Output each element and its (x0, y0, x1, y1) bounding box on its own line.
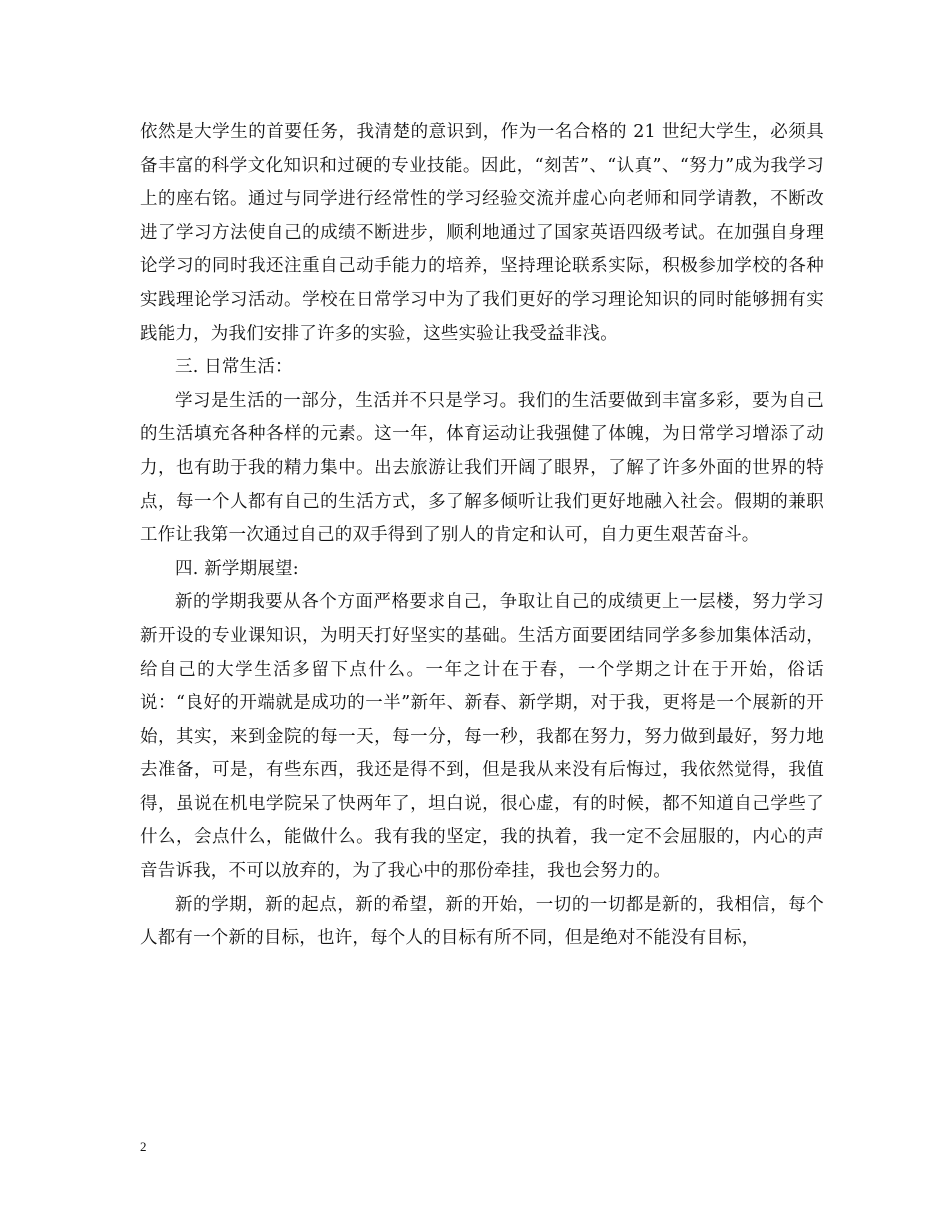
section-heading-new-semester: 四. 新学期展望: (175, 558, 299, 579)
paragraph-new-semester-plan: 新的学期我要从各个方面严格要求自己，争取让自己的成绩更上一层楼，努力学习新开设的专业课知识，为明天打好坚实的基础。生活方面要团结同学多参加集体活动，给自己的大学生活多留下点什么。一年之计在于春，一个学期之计在于开始，俗话说：“良好的开端就是成功的一半”新年、新春、新学期，对于我，更将是一个展新的开始，其实，来到金院的每一天，每一分，每一秒，我都在努力，努力做到最好，努力地去准备，可是，有些东西，我还是得不到，但是我从来没有后悔过，我依然觉得，我值得，虽说在机电学院呆了快两年了，坦白说，很心虚，有的时候，都不知道自己学些了什么，会点什么，能做什么。我有我的坚定，我的执着，我一定不会屈服的，内心的声音告诉我，不可以放弃的，为了我心中的那份牵挂，我也会努力的。 (140, 592, 824, 882)
section-heading-daily-life: 三. 日常生活： (175, 357, 293, 378)
paragraph-daily-life: 学习是生活的一部分，生活并不只是学习。我们的生活要做到丰富多彩，要为自己的生活填充各种各样的元素。这一年，体育运动让我强健了体魄，为日常学习增添了动力，也有助于我的精力集中。出去旅游让我们开阔了眼界，了解了许多外面的世界的特点，每一个人都有自己的生活方式，多了解多倾听让我们更好地融入社会。假期的兼职工作让我第一次通过自己的双手得到了别人的肯定和认可，自力更生艰苦奋斗。 (140, 390, 824, 546)
document-body (140, 116, 824, 956)
page-number: 2 (140, 1139, 147, 1154)
paragraph-study-continuation: 依然是大学生的首要任务，我清楚的意识到，作为一名合格的 21 世纪大学生，必须具备丰富的科学文化知识和过硬的专业技能。因此，“刻苦”、“认真”、“努力”成为我学习上的座右铭。通过与同学进行经常性的学习经验交流并虚心向老师和同学请教，不断改进了学习方法使自己的成绩不断进步，顺利地通过了国家英语四级考试。在加强自身理论学习的同时我还注重自己动手能力的培养，坚持理论联系实际，积极参加学校的各种实践理论学习活动。学校在日常学习中为了我们更好的学习理论知识的同时能够拥有实践能力，为我们安排了许多的实验，这些实验让我受益非浅。 (140, 122, 824, 344)
paragraph-new-semester-goals: 新的学期，新的起点，新的希望，新的开始，一切的一切都是新的，我相信，每个人都有一个新的目标，也许，每个人的目标有所不同，但是绝对不能没有目标， (140, 894, 824, 949)
